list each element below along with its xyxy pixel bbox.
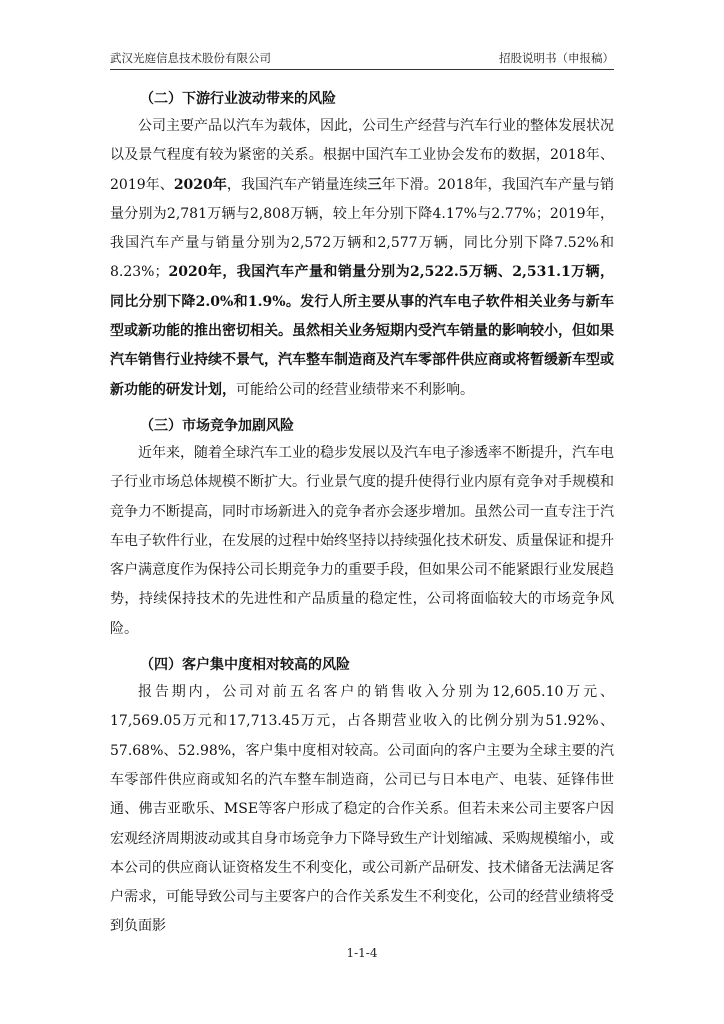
paragraph-text: 公司主要产品以汽车为载体，因此，公司生产经营与汽车行业的整体发展状况以及景气程度有较为紧密的关系。根据中国汽车工业协会发布的数据，2018年、2019年、	[110, 118, 614, 193]
paragraph-downstream-risk	[110, 112, 614, 405]
section-heading-downstream-risk: （二）下游行业波动带来的风险	[140, 91, 336, 107]
page-number: 1-1-4	[346, 946, 378, 960]
page-header	[110, 50, 614, 70]
paragraph-text-bold: 2020年	[173, 176, 227, 193]
section-heading-customer-concentration-risk: （四）客户集中度相对较高的风险	[140, 657, 350, 674]
paragraph-text: 年下滑。2018年，我国汽车产量与销量分别为2,781万辆与2,808万辆，较上年分别下降4.17%与2.77%；2019年，我国汽车产量与销量分别为2,572万辆和2,577万辆，同比分别下降7.52%和8.23%；	[110, 176, 615, 281]
header-company-name: 武汉光庭信息技术股份有限公司	[110, 51, 271, 65]
paragraph-text-bold: 2020年，我国汽车产量和销量分别为2,522.5万辆、2,531.1万辆，同比分别下降2.0%和1.9%。发行人所主要从事的汽车电子软件相关业务与新车型或新功能的推出密切相关。虽然相关业务短期内受汽车销量的影响较小，但如果汽车销售行业持续不景气，汽车整车制造商及汽车零部件供应商或将暂缓新车型或新功能的研发计划，	[110, 264, 614, 398]
page-content	[110, 86, 614, 942]
paragraph-text: 可能给公司的经营业绩带来不利影响。	[236, 381, 474, 398]
paragraph-text-bold: 三	[367, 176, 382, 193]
header-document-type: 招股说明书（申报稿）	[499, 51, 614, 65]
section-heading-competition-risk: （三）市场竞争加剧风险	[140, 417, 294, 434]
paragraph-customer-concentration-risk: 报告期内，公司对前五名客户的销售收入分别为12,605.10万元、17,569.05万元和17,713.45万元，占各期营业收入的比例分别为51.92%、57.68%、52.98%，客户集中度相对较高。公司面向的客户主要为全球主要的汽车零部件供应商或知名的汽车整车制造商，公司已与日本电产、电装、延锋伟世通、佛吉亚歌乐、MSE等客户形成了稳定的合作关系。但若未来公司主要客户因宏观经济周期波动或其自身市场竞争力下降导致生产计划缩减、采购规模缩小，或本公司的供应商认证资格发生不利变化，或公司新产品研发、技术储备无法满足客户需求，可能导致公司与主要客户的合作关系发生不利变化，公司的经营业绩将受到负面影	[110, 684, 614, 935]
paragraph-text: ，我国汽车产销量连续	[226, 176, 368, 193]
paragraph-competition-risk: 近年来，随着全球汽车工业的稳步发展以及汽车电子渗透率不断提升，汽车电子行业市场总体规模不断扩大。行业景气度的提升使得行业内原有竞争对手规模和竞争力不断提高，同时市场新进入的竞争者亦会逐步增加。虽然公司一直专注于汽车电子软件行业，在发展的过程中始终坚持以持续强化技术研发、质量保证和提升客户满意度作为保持公司长期竞争力的重要手段，但如果公司不能紧跟行业发展趋势，持续保持技术的先进性和产品质量的稳定性，公司将面临较大的市场竞争风险。	[110, 444, 614, 637]
